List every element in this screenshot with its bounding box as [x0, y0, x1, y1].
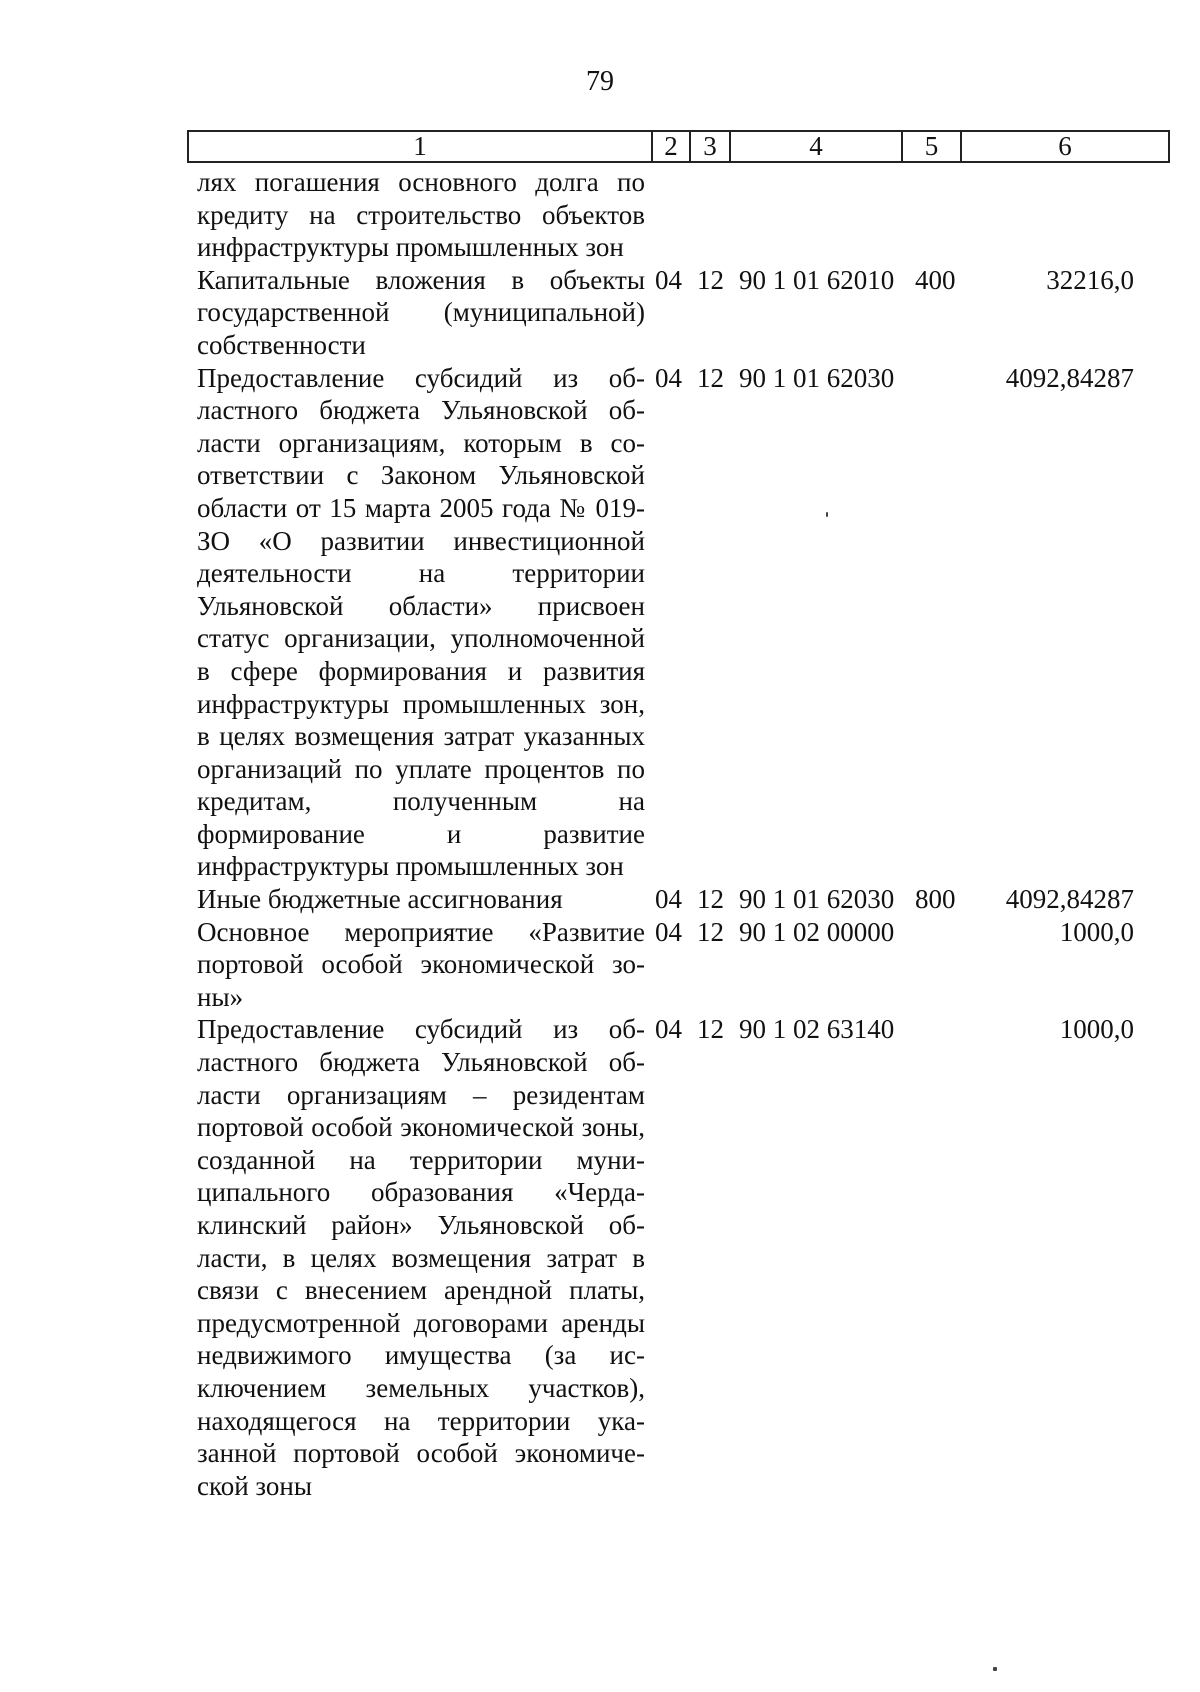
row-target-code: 90 1 02 00000	[739, 916, 895, 947]
table-row	[197, 916, 1157, 1014]
row-description: Основное мероприятие «Развитие портовой особой экономической зоны»	[197, 916, 645, 1012]
row-amount: 1000,0	[1059, 916, 1134, 947]
row-description: Предоставление субсидий из областного бюджета Ульяновской области организациям – резидентам портовой особой экономической зоны, созданной на территории муниципального образования «Чердаклинский район» Ульяновской области, в целях возмещения затрат в связи с внесением арендной платы, предусмотренной договорами аренды недвижимого имущества (за исключением земельных участков), находящегося на территории указанной портовой особой экономической зоны	[197, 1014, 645, 1501]
row-target-code: 90 1 02 63140	[739, 1014, 895, 1045]
row-subsection: 12	[697, 884, 724, 915]
table-header	[187, 130, 1170, 163]
table-row	[197, 166, 1157, 264]
header-col-4: 4	[731, 132, 903, 161]
header-col-3: 3	[691, 132, 731, 161]
row-subsection: 12	[697, 264, 724, 295]
row-description: Предоставление субсидий из областного бюджета Ульяновской области организациям, которым в соответствии с Законом Ульяновской области от 15 марта 2005 года № 019-ЗО «О развитии инвестиционной деятельности на территории Ульяновской области» присвоен статус организации, уполномоченной в сфере формирования и развития инфраструктуры промышленных зон, в целях возмещения затрат указанных организаций по уплате процентов по кредитам, полученным на формирование и развитие инфраструктуры промышленных зон	[197, 362, 645, 882]
table-row	[197, 362, 1157, 884]
row-amount: 1000,0	[1059, 1014, 1134, 1045]
row-expense-type: 800	[915, 884, 956, 915]
row-amount: 32216,0	[1046, 264, 1134, 295]
header-col-1: 1	[189, 132, 653, 161]
row-description: лях погашения основного долга по кредиту на строительство объектов инфраструктуры промышленных зон	[197, 167, 645, 263]
row-amount: 4092,84287	[1005, 362, 1134, 393]
row-amount: 4092,84287	[1005, 884, 1134, 915]
row-target-code: 90 1 01 62030	[739, 884, 895, 915]
page-number: 79	[586, 66, 614, 97]
row-target-code: 90 1 01 62010	[739, 264, 895, 295]
header-col-2: 2	[653, 132, 691, 161]
row-section: 04	[655, 362, 682, 393]
scan-speck	[993, 1667, 997, 1671]
table-body	[197, 166, 1157, 1502]
row-description: Капитальные вложения в объекты государственной (муниципальной) собственности	[197, 264, 645, 360]
table-row	[197, 883, 1157, 916]
row-expense-type: 400	[915, 264, 956, 295]
row-subsection: 12	[697, 1014, 724, 1045]
row-section: 04	[655, 884, 682, 915]
table-row	[197, 264, 1157, 362]
row-section: 04	[655, 1014, 682, 1045]
header-col-5: 5	[903, 132, 962, 161]
row-subsection: 12	[697, 916, 724, 947]
row-section: 04	[655, 264, 682, 295]
header-col-6: 6	[1058, 131, 1072, 161]
row-section: 04	[655, 916, 682, 947]
table-row	[197, 1013, 1157, 1502]
row-target-code: 90 1 01 62030	[739, 362, 895, 393]
scan-speck	[826, 512, 828, 517]
row-description: Иные бюджетные ассигнования	[197, 884, 563, 915]
row-subsection: 12	[697, 362, 724, 393]
